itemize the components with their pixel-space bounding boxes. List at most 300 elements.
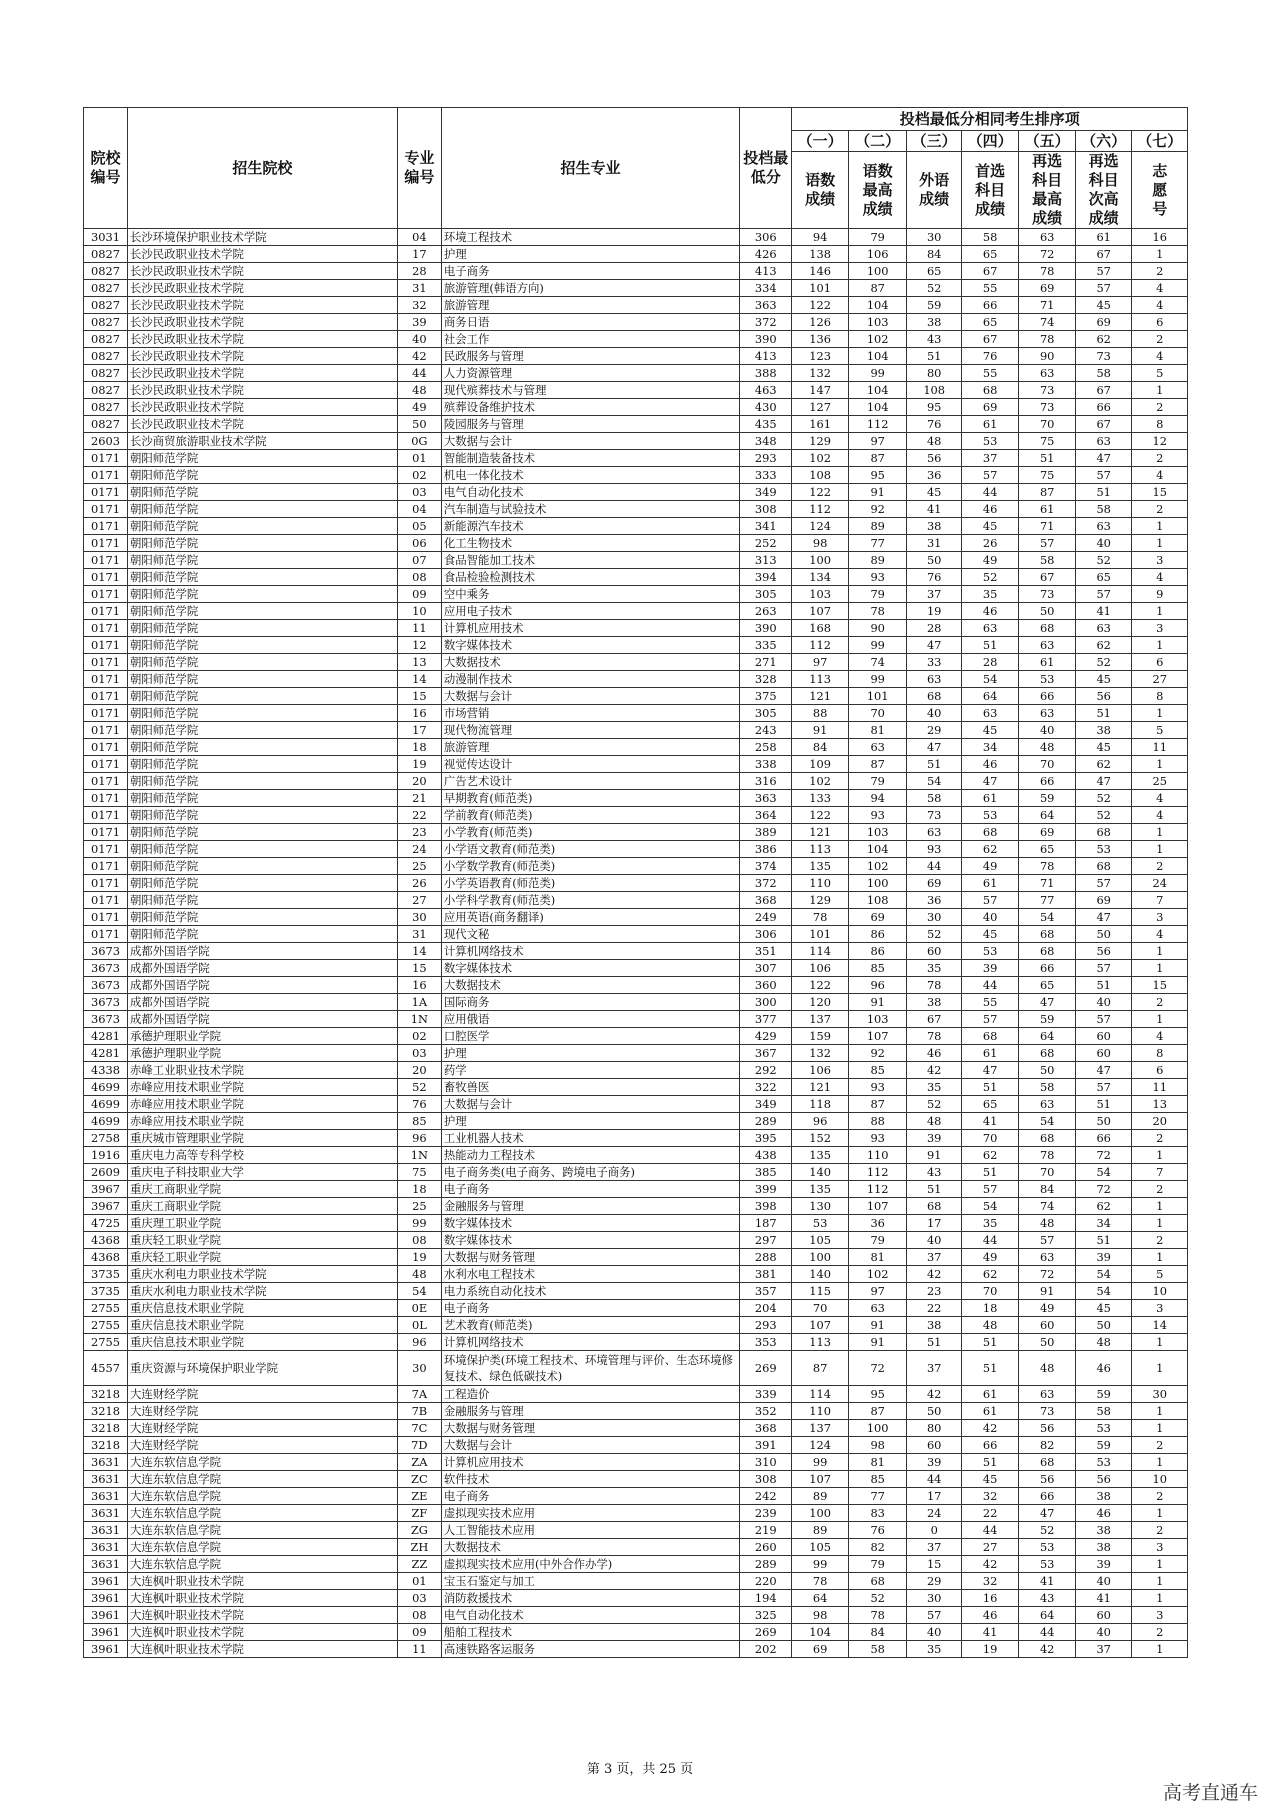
cell-chinese-math-score: 97 [792, 654, 849, 671]
cell-reselect-second: 60 [1075, 1045, 1132, 1062]
watermark: 高考直通车 [1162, 1782, 1258, 1804]
cell-major-code: 31 [397, 926, 441, 943]
cell-reselect-second: 50 [1075, 1113, 1132, 1130]
cell-chinese-math-max: 98 [848, 1437, 907, 1454]
cell-reselect-max: 64 [1019, 807, 1076, 824]
cell-chinese-math-score: 130 [792, 1198, 849, 1215]
cell-college-name: 承德护理职业学院 [127, 1028, 397, 1045]
cell-college-name: 大连东软信息学院 [127, 1488, 397, 1505]
cell-college-name: 朝阳师范学院 [127, 773, 397, 790]
table-row [84, 1181, 1188, 1198]
cell-reselect-second: 63 [1075, 433, 1132, 450]
cell-chinese-math-max: 99 [848, 637, 907, 654]
cell-major-name: 计算机网络技术 [441, 1334, 739, 1351]
cell-reselect-second: 67 [1075, 416, 1132, 433]
cell-chinese-math-score: 138 [792, 246, 849, 263]
cell-choice-number: 1 [1132, 756, 1188, 773]
cell-min-score: 242 [740, 1488, 792, 1505]
cell-college-code: 3031 [84, 229, 128, 246]
cell-foreign-lang-score: 59 [907, 297, 961, 314]
cell-min-score: 249 [740, 909, 792, 926]
cell-reselect-max: 52 [1019, 1522, 1076, 1539]
cell-chinese-math-score: 114 [792, 1386, 849, 1403]
cell-chinese-math-score: 106 [792, 1062, 849, 1079]
cell-reselect-max: 63 [1019, 229, 1076, 246]
cell-first-subject-score: 57 [961, 1181, 1019, 1198]
cell-major-code: 1N [397, 1147, 441, 1164]
cell-college-name: 朝阳师范学院 [127, 722, 397, 739]
cell-major-name: 计算机网络技术 [441, 943, 739, 960]
cell-major-name: 化工生物技术 [441, 535, 739, 552]
cell-reselect-max: 84 [1019, 1181, 1076, 1198]
cell-first-subject-score: 67 [961, 263, 1019, 280]
header-tie-num: （四） [961, 131, 1019, 152]
cell-foreign-lang-score: 65 [907, 263, 961, 280]
cell-college-name: 大连东软信息学院 [127, 1505, 397, 1522]
cell-chinese-math-score: 105 [792, 1539, 849, 1556]
cell-college-code: 4281 [84, 1028, 128, 1045]
cell-major-code: 14 [397, 943, 441, 960]
cell-reselect-second: 53 [1075, 1420, 1132, 1437]
cell-reselect-max: 57 [1019, 1232, 1076, 1249]
cell-foreign-lang-score: 30 [907, 229, 961, 246]
cell-major-code: 04 [397, 501, 441, 518]
cell-college-name: 重庆信息技术职业学院 [127, 1334, 397, 1351]
cell-foreign-lang-score: 60 [907, 943, 961, 960]
cell-chinese-math-score: 69 [792, 1641, 849, 1658]
cell-foreign-lang-score: 42 [907, 1062, 961, 1079]
cell-major-name: 汽车制造与试验技术 [441, 501, 739, 518]
cell-college-code: 3631 [84, 1488, 128, 1505]
cell-min-score: 395 [740, 1130, 792, 1147]
cell-chinese-math-max: 70 [848, 705, 907, 722]
cell-chinese-math-max: 63 [848, 739, 907, 756]
cell-major-code: 13 [397, 654, 441, 671]
cell-chinese-math-max: 81 [848, 722, 907, 739]
cell-college-code: 0171 [84, 450, 128, 467]
cell-min-score: 386 [740, 841, 792, 858]
cell-foreign-lang-score: 67 [907, 1011, 961, 1028]
cell-choice-number: 11 [1132, 739, 1188, 756]
cell-chinese-math-max: 87 [848, 1403, 907, 1420]
table-row [84, 1539, 1188, 1556]
cell-chinese-math-max: 68 [848, 1573, 907, 1590]
cell-foreign-lang-score: 57 [907, 1607, 961, 1624]
cell-college-code: 2755 [84, 1300, 128, 1317]
cell-college-code: 0171 [84, 807, 128, 824]
cell-reselect-second: 69 [1075, 314, 1132, 331]
cell-first-subject-score: 54 [961, 1198, 1019, 1215]
cell-college-name: 重庆水利电力职业技术学院 [127, 1283, 397, 1300]
cell-chinese-math-max: 91 [848, 484, 907, 501]
cell-reselect-second: 51 [1075, 705, 1132, 722]
cell-first-subject-score: 61 [961, 790, 1019, 807]
cell-reselect-max: 53 [1019, 1539, 1076, 1556]
cell-chinese-math-score: 94 [792, 229, 849, 246]
cell-chinese-math-max: 72 [848, 1351, 907, 1386]
cell-major-code: 15 [397, 960, 441, 977]
cell-chinese-math-max: 87 [848, 756, 907, 773]
cell-reselect-second: 62 [1075, 331, 1132, 348]
cell-major-code: 20 [397, 1062, 441, 1079]
cell-foreign-lang-score: 37 [907, 1539, 961, 1556]
cell-choice-number: 3 [1132, 909, 1188, 926]
cell-reselect-second: 65 [1075, 569, 1132, 586]
cell-major-name: 旅游管理(韩语方向) [441, 280, 739, 297]
cell-reselect-second: 40 [1075, 994, 1132, 1011]
cell-foreign-lang-score: 69 [907, 875, 961, 892]
cell-first-subject-score: 57 [961, 892, 1019, 909]
cell-major-name: 虚拟现实技术应用(中外合作办学) [441, 1556, 739, 1573]
cell-college-code: 2755 [84, 1317, 128, 1334]
cell-chinese-math-score: 91 [792, 722, 849, 739]
cell-major-name: 金融服务与管理 [441, 1198, 739, 1215]
cell-college-name: 朝阳师范学院 [127, 909, 397, 926]
cell-reselect-second: 62 [1075, 637, 1132, 654]
cell-major-name: 陵园服务与管理 [441, 416, 739, 433]
cell-choice-number: 1 [1132, 705, 1188, 722]
table-row [84, 1522, 1188, 1539]
cell-college-name: 重庆工商职业学院 [127, 1198, 397, 1215]
cell-reselect-second: 63 [1075, 620, 1132, 637]
cell-college-name: 重庆电力高等专科学校 [127, 1147, 397, 1164]
cell-reselect-max: 77 [1019, 892, 1076, 909]
cell-min-score: 349 [740, 484, 792, 501]
cell-first-subject-score: 51 [961, 1351, 1019, 1386]
cell-major-name: 国际商务 [441, 994, 739, 1011]
cell-major-code: 44 [397, 365, 441, 382]
cell-major-code: 08 [397, 1607, 441, 1624]
cell-foreign-lang-score: 37 [907, 586, 961, 603]
cell-chinese-math-max: 77 [848, 535, 907, 552]
cell-major-code: 48 [397, 382, 441, 399]
table-row [84, 382, 1188, 399]
cell-college-name: 朝阳师范学院 [127, 620, 397, 637]
cell-major-code: 99 [397, 1215, 441, 1232]
cell-min-score: 292 [740, 1062, 792, 1079]
cell-college-code: 4338 [84, 1062, 128, 1079]
cell-foreign-lang-score: 80 [907, 365, 961, 382]
cell-college-name: 成都外国语学院 [127, 977, 397, 994]
cell-reselect-second: 62 [1075, 756, 1132, 773]
cell-reselect-max: 42 [1019, 1641, 1076, 1658]
cell-reselect-max: 43 [1019, 1590, 1076, 1607]
cell-major-name: 机电一体化技术 [441, 467, 739, 484]
cell-college-name: 朝阳师范学院 [127, 790, 397, 807]
cell-major-name: 消防救援技术 [441, 1590, 739, 1607]
cell-major-code: ZF [397, 1505, 441, 1522]
cell-college-name: 大连财经学院 [127, 1437, 397, 1454]
cell-choice-number: 1 [1132, 1641, 1188, 1658]
cell-chinese-math-max: 102 [848, 858, 907, 875]
cell-first-subject-score: 67 [961, 331, 1019, 348]
table-row [84, 705, 1188, 722]
cell-major-code: 7D [397, 1437, 441, 1454]
cell-first-subject-score: 45 [961, 926, 1019, 943]
header-major-name: 招生专业 [441, 108, 739, 229]
cell-foreign-lang-score: 54 [907, 773, 961, 790]
cell-major-code: 0L [397, 1317, 441, 1334]
cell-college-name: 成都外国语学院 [127, 1011, 397, 1028]
table-row [84, 1556, 1188, 1573]
cell-first-subject-score: 44 [961, 1232, 1019, 1249]
cell-college-name: 朝阳师范学院 [127, 603, 397, 620]
table-row [84, 1096, 1188, 1113]
cell-reselect-second: 52 [1075, 552, 1132, 569]
table-row [84, 331, 1188, 348]
cell-chinese-math-score: 122 [792, 484, 849, 501]
table-row [84, 569, 1188, 586]
cell-min-score: 293 [740, 450, 792, 467]
cell-foreign-lang-score: 58 [907, 790, 961, 807]
cell-choice-number: 1 [1132, 1454, 1188, 1471]
cell-first-subject-score: 61 [961, 875, 1019, 892]
cell-chinese-math-score: 124 [792, 518, 849, 535]
cell-min-score: 435 [740, 416, 792, 433]
cell-first-subject-score: 52 [961, 569, 1019, 586]
cell-reselect-second: 45 [1075, 739, 1132, 756]
cell-foreign-lang-score: 0 [907, 1522, 961, 1539]
cell-major-code: 28 [397, 263, 441, 280]
cell-reselect-max: 73 [1019, 1403, 1076, 1420]
cell-college-name: 朝阳师范学院 [127, 501, 397, 518]
cell-chinese-math-max: 87 [848, 280, 907, 297]
cell-chinese-math-max: 104 [848, 348, 907, 365]
cell-major-code: 75 [397, 1164, 441, 1181]
cell-choice-number: 1 [1132, 1505, 1188, 1522]
cell-chinese-math-score: 132 [792, 365, 849, 382]
cell-reselect-max: 51 [1019, 450, 1076, 467]
cell-reselect-max: 75 [1019, 433, 1076, 450]
cell-choice-number: 16 [1132, 229, 1188, 246]
cell-min-score: 348 [740, 433, 792, 450]
cell-college-code: 1916 [84, 1147, 128, 1164]
cell-foreign-lang-score: 41 [907, 501, 961, 518]
cell-foreign-lang-score: 44 [907, 1471, 961, 1488]
cell-reselect-second: 40 [1075, 1573, 1132, 1590]
cell-chinese-math-score: 140 [792, 1266, 849, 1283]
cell-min-score: 334 [740, 280, 792, 297]
cell-chinese-math-score: 135 [792, 858, 849, 875]
cell-major-code: 23 [397, 824, 441, 841]
cell-college-code: 0171 [84, 671, 128, 688]
cell-choice-number: 1 [1132, 1351, 1188, 1386]
cell-college-name: 朝阳师范学院 [127, 807, 397, 824]
cell-major-code: 24 [397, 841, 441, 858]
table-row [84, 1045, 1188, 1062]
cell-chinese-math-score: 110 [792, 1403, 849, 1420]
table-row [84, 1215, 1188, 1232]
cell-college-code: 0171 [84, 484, 128, 501]
table-row [84, 1249, 1188, 1266]
cell-chinese-math-max: 103 [848, 314, 907, 331]
cell-chinese-math-max: 79 [848, 1556, 907, 1573]
table-row [84, 484, 1188, 501]
cell-choice-number: 3 [1132, 620, 1188, 637]
table-row [84, 314, 1188, 331]
table-row [84, 841, 1188, 858]
header-tie-label: 语数最高成绩 [848, 152, 907, 229]
cell-reselect-max: 59 [1019, 790, 1076, 807]
cell-choice-number: 1 [1132, 841, 1188, 858]
table-row [84, 416, 1188, 433]
cell-chinese-math-max: 90 [848, 620, 907, 637]
cell-chinese-math-score: 101 [792, 926, 849, 943]
cell-chinese-math-max: 63 [848, 1300, 907, 1317]
cell-reselect-max: 75 [1019, 467, 1076, 484]
cell-reselect-second: 57 [1075, 280, 1132, 297]
cell-chinese-math-max: 79 [848, 773, 907, 790]
cell-reselect-max: 47 [1019, 994, 1076, 1011]
cell-foreign-lang-score: 52 [907, 926, 961, 943]
cell-reselect-second: 51 [1075, 1232, 1132, 1249]
cell-college-name: 朝阳师范学院 [127, 756, 397, 773]
cell-chinese-math-score: 137 [792, 1420, 849, 1437]
cell-major-code: 01 [397, 1573, 441, 1590]
cell-major-code: 06 [397, 535, 441, 552]
cell-major-code: ZA [397, 1454, 441, 1471]
cell-major-code: 19 [397, 756, 441, 773]
cell-chinese-math-score: 161 [792, 416, 849, 433]
cell-major-name: 高速铁路客运服务 [441, 1641, 739, 1658]
cell-reselect-second: 38 [1075, 1488, 1132, 1505]
cell-major-name: 应用英语(商务翻译) [441, 909, 739, 926]
cell-chinese-math-max: 100 [848, 875, 907, 892]
cell-first-subject-score: 47 [961, 1062, 1019, 1079]
cell-choice-number: 1 [1132, 1403, 1188, 1420]
cell-first-subject-score: 51 [961, 1454, 1019, 1471]
cell-choice-number: 2 [1132, 263, 1188, 280]
cell-college-code: 0171 [84, 841, 128, 858]
cell-college-code: 0171 [84, 586, 128, 603]
cell-college-code: 3218 [84, 1437, 128, 1454]
cell-college-code: 0827 [84, 314, 128, 331]
cell-min-score: 322 [740, 1079, 792, 1096]
cell-reselect-second: 40 [1075, 1624, 1132, 1641]
cell-reselect-second: 47 [1075, 909, 1132, 926]
table-row [84, 263, 1188, 280]
cell-college-name: 大连枫叶职业技术学院 [127, 1641, 397, 1658]
cell-chinese-math-score: 100 [792, 1505, 849, 1522]
cell-college-code: 0827 [84, 399, 128, 416]
cell-min-score: 341 [740, 518, 792, 535]
cell-first-subject-score: 35 [961, 1215, 1019, 1232]
cell-chinese-math-score: 122 [792, 807, 849, 824]
cell-foreign-lang-score: 23 [907, 1283, 961, 1300]
cell-min-score: 388 [740, 365, 792, 382]
cell-major-code: 02 [397, 467, 441, 484]
cell-chinese-math-score: 159 [792, 1028, 849, 1045]
cell-major-code: 30 [397, 1351, 441, 1386]
cell-chinese-math-score: 124 [792, 1437, 849, 1454]
cell-college-code: 3631 [84, 1505, 128, 1522]
cell-reselect-max: 63 [1019, 637, 1076, 654]
cell-college-code: 0171 [84, 892, 128, 909]
cell-reselect-max: 74 [1019, 1198, 1076, 1215]
cell-major-code: 0G [397, 433, 441, 450]
cell-major-code: 25 [397, 1198, 441, 1215]
cell-college-code: 3218 [84, 1403, 128, 1420]
cell-first-subject-score: 39 [961, 960, 1019, 977]
cell-first-subject-score: 45 [961, 1471, 1019, 1488]
cell-college-code: 4699 [84, 1096, 128, 1113]
cell-reselect-max: 70 [1019, 1164, 1076, 1181]
cell-college-name: 长沙民政职业技术学院 [127, 331, 397, 348]
cell-first-subject-score: 35 [961, 586, 1019, 603]
cell-reselect-second: 63 [1075, 518, 1132, 535]
cell-major-name: 民政服务与管理 [441, 348, 739, 365]
cell-college-name: 朝阳师范学院 [127, 484, 397, 501]
cell-major-name: 小学英语教育(师范类) [441, 875, 739, 892]
cell-reselect-second: 54 [1075, 1266, 1132, 1283]
cell-chinese-math-score: 113 [792, 1334, 849, 1351]
cell-first-subject-score: 47 [961, 773, 1019, 790]
cell-major-code: 10 [397, 603, 441, 620]
cell-first-subject-score: 61 [961, 416, 1019, 433]
cell-min-score: 368 [740, 1420, 792, 1437]
cell-major-code: ZG [397, 1522, 441, 1539]
cell-min-score: 381 [740, 1266, 792, 1283]
cell-major-name: 电子商务 [441, 1488, 739, 1505]
cell-first-subject-score: 70 [961, 1283, 1019, 1300]
cell-college-code: 0171 [84, 637, 128, 654]
cell-choice-number: 1 [1132, 1147, 1188, 1164]
cell-choice-number: 2 [1132, 450, 1188, 467]
cell-college-code: 0171 [84, 858, 128, 875]
cell-college-name: 赤峰应用技术职业学院 [127, 1113, 397, 1130]
cell-major-code: 31 [397, 280, 441, 297]
table-header [84, 108, 1188, 229]
cell-foreign-lang-score: 44 [907, 858, 961, 875]
cell-choice-number: 4 [1132, 790, 1188, 807]
cell-reselect-second: 68 [1075, 824, 1132, 841]
table-row [84, 773, 1188, 790]
cell-first-subject-score: 53 [961, 807, 1019, 824]
cell-foreign-lang-score: 51 [907, 756, 961, 773]
header-tie-num: （一） [792, 131, 849, 152]
cell-chinese-math-max: 84 [848, 1624, 907, 1641]
cell-foreign-lang-score: 38 [907, 994, 961, 1011]
cell-reselect-max: 71 [1019, 875, 1076, 892]
cell-first-subject-score: 57 [961, 1011, 1019, 1028]
cell-reselect-second: 66 [1075, 399, 1132, 416]
cell-chinese-math-score: 135 [792, 1181, 849, 1198]
cell-major-name: 药学 [441, 1062, 739, 1079]
table-row [84, 637, 1188, 654]
cell-choice-number: 6 [1132, 654, 1188, 671]
cell-major-name: 早期教育(师范类) [441, 790, 739, 807]
cell-college-name: 朝阳师范学院 [127, 552, 397, 569]
cell-college-code: 0827 [84, 331, 128, 348]
cell-chinese-math-max: 79 [848, 586, 907, 603]
cell-choice-number: 4 [1132, 280, 1188, 297]
cell-chinese-math-max: 85 [848, 1471, 907, 1488]
cell-major-code: 85 [397, 1113, 441, 1130]
cell-choice-number: 1 [1132, 603, 1188, 620]
cell-first-subject-score: 44 [961, 484, 1019, 501]
cell-first-subject-score: 66 [961, 297, 1019, 314]
cell-college-code: 0171 [84, 722, 128, 739]
cell-first-subject-score: 58 [961, 229, 1019, 246]
cell-college-name: 朝阳师范学院 [127, 637, 397, 654]
cell-reselect-second: 57 [1075, 875, 1132, 892]
cell-foreign-lang-score: 42 [907, 1266, 961, 1283]
cell-major-name: 宝玉石鉴定与加工 [441, 1573, 739, 1590]
cell-college-name: 大连东软信息学院 [127, 1522, 397, 1539]
cell-college-name: 重庆轻工职业学院 [127, 1249, 397, 1266]
cell-college-name: 长沙民政职业技术学院 [127, 263, 397, 280]
cell-college-name: 成都外国语学院 [127, 960, 397, 977]
